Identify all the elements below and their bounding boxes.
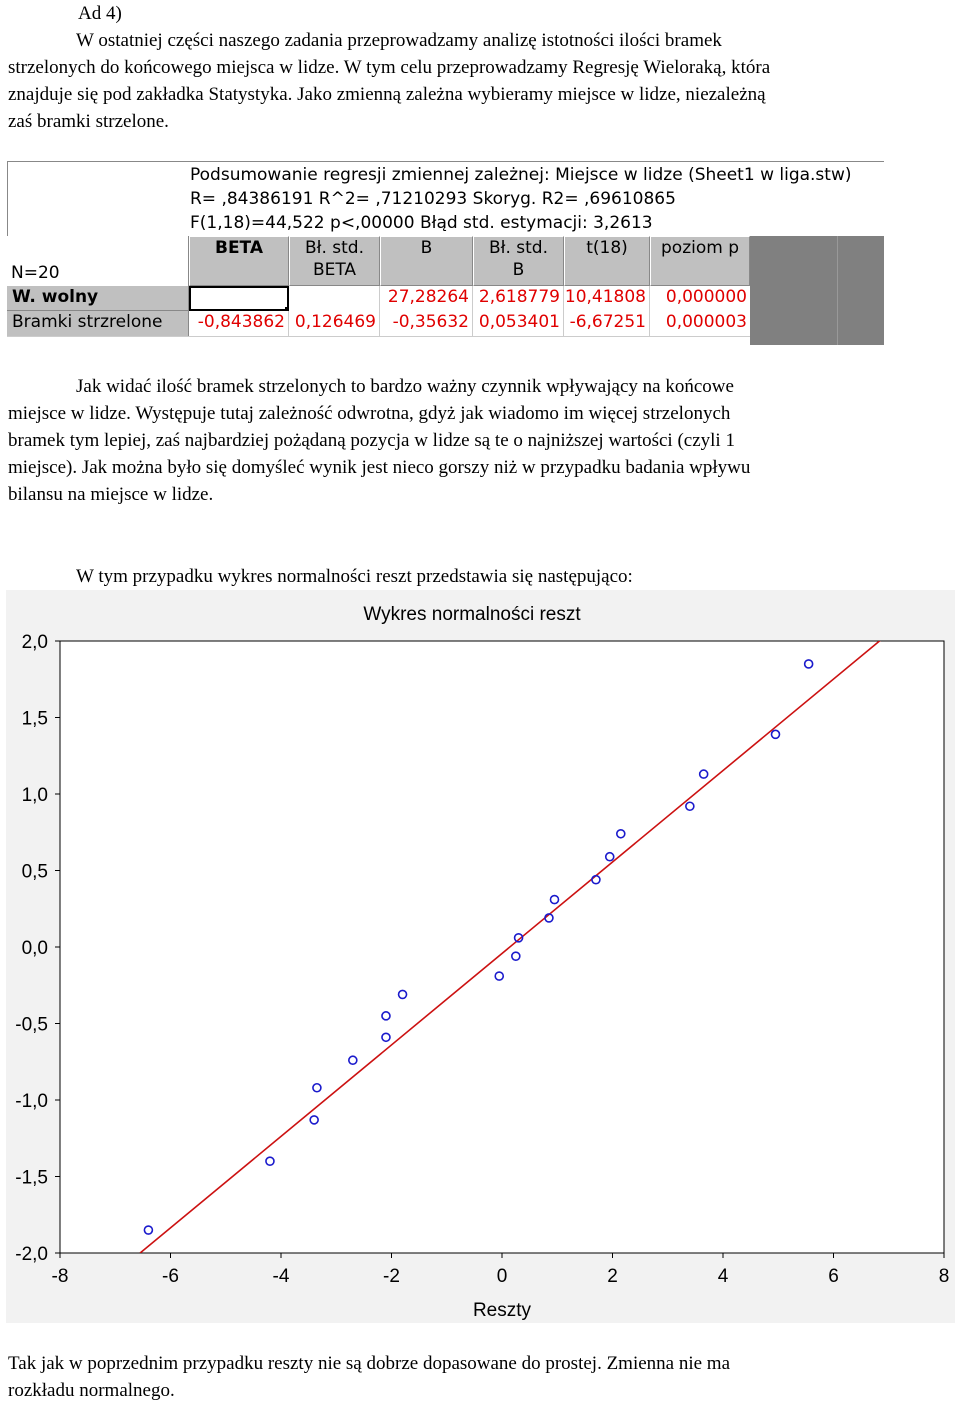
y-tick-label: -2,0	[15, 1244, 48, 1265]
x-tick-label: 0	[496, 1266, 508, 1287]
analysis-line: bilansu na miejsce w lidze.	[8, 484, 214, 505]
table-cell[interactable]: -0,35632	[380, 311, 473, 336]
conclusion-paragraph	[8, 1350, 954, 1404]
table-cell[interactable]: 0,000003	[650, 311, 750, 336]
col-header-t[interactable]: t(18)	[564, 236, 650, 286]
normality-plot	[6, 590, 955, 1323]
y-tick-label: -1,5	[15, 1167, 48, 1189]
table-cell[interactable]	[289, 286, 380, 311]
y-tick-label: 0,0	[21, 938, 48, 959]
x-tick-label: -4	[272, 1266, 290, 1287]
analysis-line: miejsce). Jak można było się domyśleć wynik jest nieco gorszy niż w przypadku badania wpływu	[8, 457, 751, 478]
table-cell[interactable]: 2,618779	[473, 286, 564, 311]
x-tick-label: -8	[51, 1266, 69, 1287]
intro-line: znajduje się pod zakładka Statystyka. Jako zmienną zależna wybieramy miejsce w lidze, niezależną	[8, 84, 766, 105]
intro-line: strzelonych do końcowego miejsca w lidze. W tym celu przeprowadzamy Regresję Wieloraką, która	[8, 57, 771, 78]
analysis-line: bramek tym lepiej, zaś najbardziej pożądaną pozycja w lidze są te o najniższej wartości (czyli 1	[8, 430, 735, 451]
table-cell[interactable]	[189, 286, 289, 311]
y-tick-label: 1,5	[21, 708, 48, 730]
table-cell[interactable]: -0,843862	[189, 311, 289, 336]
table-cell[interactable]: 27,28264	[380, 286, 473, 311]
regression-results-table	[7, 161, 884, 345]
summary-line: Podsumowanie regresji zmiennej zależnej: Miejsce w lidze (Sheet1 w liga.stw)	[190, 165, 852, 185]
col-header-p[interactable]: poziom p	[650, 236, 750, 286]
analysis-line: Jak widać ilość bramek strzelonych to bardzo ważny czynnik wpływający na końcowe	[76, 376, 734, 397]
summary-line: F(1,18)=44,522 p<,00000 Błąd std. estymacji: 3,2613	[190, 213, 653, 233]
intro-line: W ostatniej części naszego zadania przeprowadzamy analizę istotności ilości bramek	[76, 30, 722, 51]
y-tick-label: 0,5	[21, 861, 48, 883]
section-heading: Ad 4)	[78, 3, 122, 24]
table-cell[interactable]: 0,126469	[289, 311, 380, 336]
normality-plot-svg	[6, 590, 955, 1323]
x-tick-label: 4	[717, 1266, 729, 1287]
col-header-b[interactable]: B	[380, 236, 473, 286]
analysis-paragraph	[8, 373, 954, 508]
conclusion-line: Tak jak w poprzednim przypadku reszty nie są dobrze dopasowane do prostej. Zmienna nie ma	[8, 1353, 731, 1374]
table-cell[interactable]: 0,000000	[650, 286, 750, 311]
table-cell[interactable]: 0,053401	[473, 311, 564, 336]
x-tick-label: -6	[162, 1266, 179, 1287]
summary-line: R= ,84386191 R^2= ,71210293 Skoryg. R2= ,69610865	[190, 189, 676, 209]
y-tick-label: -1,0	[15, 1091, 48, 1112]
intro-line: zaś bramki strzelone.	[8, 111, 169, 132]
col-header-std-b[interactable]: Bł. std. B	[473, 236, 564, 286]
analysis-line: miejsce w lidze. Występuje tutaj zależność odwrotna, gdyż jak wiadomo im więcej strzelonych	[8, 403, 731, 424]
col-header-std-beta[interactable]: Bł. std. BETA	[289, 236, 380, 286]
conclusion-line: rozkładu normalnego.	[8, 1380, 175, 1401]
plot-area	[60, 641, 944, 1253]
y-tick-label: 2,0	[21, 632, 48, 653]
chart-title: Wykres normalności reszt	[363, 604, 581, 625]
x-tick-label: -2	[383, 1266, 400, 1287]
x-tick-label: 2	[607, 1266, 618, 1287]
chart-intro: W tym przypadku wykres normalności reszt przedstawia się następująco:	[76, 566, 633, 587]
y-tick-label: 1,0	[21, 785, 48, 806]
x-tick-label: 6	[828, 1266, 839, 1287]
y-tick-label: -0,5	[15, 1014, 48, 1036]
col-header-beta[interactable]: BETA	[189, 236, 289, 286]
table-cell[interactable]: -6,67251	[564, 311, 650, 336]
n-label: N=20	[11, 263, 60, 283]
x-tick-label: 8	[938, 1266, 950, 1287]
x-axis-label: Reszty	[472, 1300, 532, 1321]
row-header-goals[interactable]: Bramki strzrelone	[7, 311, 189, 336]
row-header-intercept[interactable]: W. wolny	[7, 286, 189, 311]
table-cell[interactable]: 10,41808	[564, 286, 650, 311]
intro-paragraph	[8, 27, 954, 135]
